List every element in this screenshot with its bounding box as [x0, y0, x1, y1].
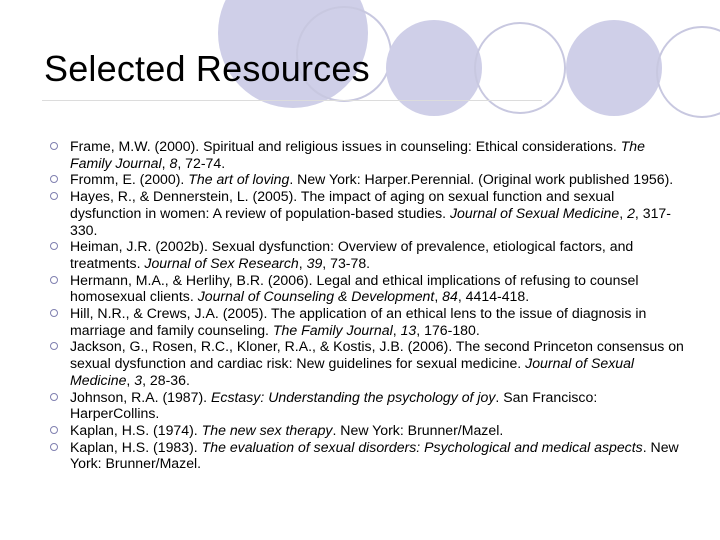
reference-list	[48, 138, 688, 472]
reference-item	[48, 422, 688, 439]
reference-text: ,	[434, 288, 443, 305]
decor-circle-3	[386, 20, 482, 116]
bullet-circle-icon	[50, 175, 58, 183]
reference-italic-text: The art of loving	[188, 171, 290, 188]
reference-italic-text: The evaluation of sexual disorders: Psychological and medical aspects	[201, 438, 643, 455]
reference-text: Kaplan, H.S. (1974).	[70, 421, 202, 438]
reference-item	[48, 305, 688, 338]
reference-text: Hayes, R., & Dennerstein, L. (2005). The impact of aging on sexual function and sexual dysfunction in women: A review of population-based studies.	[70, 188, 615, 221]
reference-text: , 4414-418.	[457, 288, 530, 305]
reference-item	[48, 238, 688, 271]
reference-italic-text: Journal of Sex Research	[144, 254, 299, 271]
reference-text: Jackson, G., Rosen, R.C., Kloner, R.A., & Kostis, J.B. (2006). The second Princeton consensus on sexual dysfunction and cardiac risk: New guidelines for sexual medicine.	[70, 338, 684, 372]
reference-text: ,	[392, 321, 401, 338]
reference-italic-text: 2	[627, 204, 635, 221]
bullet-circle-icon	[50, 242, 58, 250]
bullet-circle-icon	[50, 142, 58, 150]
bullet-circle-icon	[50, 342, 58, 350]
reference-item	[48, 171, 688, 188]
reference-item	[48, 272, 688, 305]
reference-text: , 317-330.	[70, 204, 671, 238]
reference-text: , 28-36.	[142, 371, 190, 388]
reference-italic-text: 8	[169, 154, 178, 171]
reference-italic-text: 3	[134, 371, 143, 388]
decor-circle-6	[656, 26, 720, 118]
reference-italic-text: 13	[400, 321, 417, 338]
reference-text: ,	[298, 254, 307, 271]
reference-text: Heiman, J.R. (2002b). Sexual dysfunction: Overview of prevalence, etiological factors, and treatments.	[70, 238, 634, 271]
reference-text: Johnson, R.A. (1987).	[70, 388, 212, 405]
reference-text: , 73-78.	[322, 254, 371, 271]
reference-text: , 176-180.	[416, 321, 480, 338]
reference-text: ,	[619, 204, 628, 221]
bullet-circle-icon	[50, 309, 58, 317]
reference-italic-text: The new sex therapy	[201, 421, 333, 438]
decor-circle-5	[566, 20, 662, 116]
title-divider	[42, 100, 542, 101]
reference-italic-text: Ecstasy: Understanding the psychology of joy	[211, 388, 496, 405]
bullet-circle-icon	[50, 426, 58, 434]
reference-italic-text: 84	[442, 288, 458, 305]
slide-title: Selected Resources	[44, 48, 370, 89]
reference-text: ,	[126, 371, 135, 388]
reference-text: . New York: Brunner/Mazel.	[70, 438, 679, 472]
reference-text: . New York: Harper.Perennial. (Original work published 1956).	[289, 171, 674, 188]
reference-italic-text: The Family Journal	[70, 138, 645, 171]
reference-text: Hill, N.R., & Crews, J.A. (2005). The application of an ethical lens to the issue of diagnosis in marriage and family counseling.	[70, 305, 647, 338]
bullet-circle-icon	[50, 276, 58, 284]
reference-text: ,	[161, 154, 170, 171]
reference-italic-text: The Family Journal	[272, 321, 393, 338]
reference-text: . New York: Brunner/Mazel.	[332, 421, 504, 438]
reference-text: Frame, M.W. (2000). Spiritual and religious issues in counseling: Ethical considerations.	[70, 138, 621, 154]
bullet-circle-icon	[50, 393, 58, 401]
reference-item	[48, 389, 688, 422]
reference-italic-text: 39	[306, 254, 323, 271]
reference-italic-text: Journal of Counseling & Development	[197, 288, 435, 305]
reference-text: , 72-74.	[177, 154, 226, 171]
reference-text: Kaplan, H.S. (1983).	[70, 438, 202, 455]
bullet-circle-icon	[50, 443, 58, 451]
reference-text: . San Francisco: HarperCollins.	[70, 388, 598, 422]
reference-italic-text: Journal of Sexual Medicine	[449, 204, 620, 221]
reference-item	[48, 188, 688, 238]
reference-item	[48, 439, 688, 472]
reference-text: Hermann, M.A., & Herlihy, B.R. (2006). Legal and ethical implications of refusing to counsel homosexual clients.	[70, 271, 639, 305]
bullet-circle-icon	[50, 192, 58, 200]
reference-item	[48, 338, 688, 388]
reference-italic-text: Journal of Sexual Medicine	[70, 355, 635, 388]
reference-text: Fromm, E. (2000).	[70, 171, 189, 188]
reference-item	[48, 138, 688, 171]
